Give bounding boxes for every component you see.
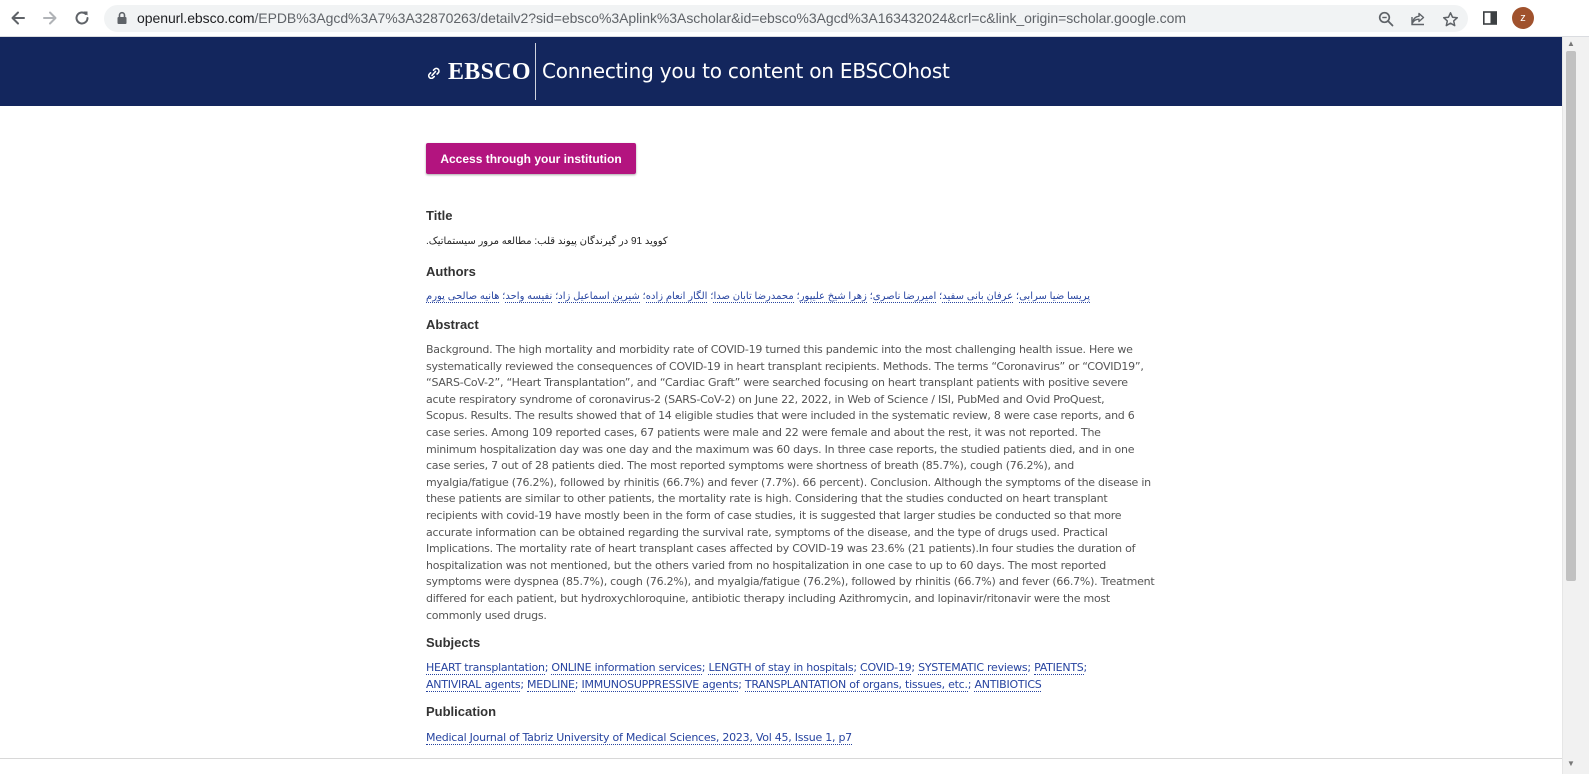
subjects-heading: Subjects bbox=[426, 635, 481, 650]
abstract-line: case series. Among 109 reported cases, 67 patients were male and 22 were female and about the rest, it was not reported. The bbox=[426, 425, 1101, 439]
author-separator: ؛ bbox=[707, 291, 714, 302]
author-link[interactable]: الگار انعام زاده bbox=[645, 291, 708, 302]
side-panel-button[interactable] bbox=[1479, 7, 1501, 29]
content-divider bbox=[0, 758, 1562, 759]
reload-button[interactable] bbox=[70, 6, 94, 30]
abstract-line: systematically reviewed the consequences of COVID-19 in heart transplant recipients. Methods. The terms “Coronavirus” or “COVID19”, bbox=[426, 359, 1144, 373]
forward-button[interactable] bbox=[38, 6, 62, 30]
publication-link[interactable]: Medical Journal of Tabriz University of Medical Sciences, 2023, Vol 45, Issue 1, p7 bbox=[426, 731, 852, 744]
browser-toolbar bbox=[0, 0, 1589, 37]
author-link[interactable]: عرفان بانی سفید bbox=[942, 291, 1014, 302]
abstract-line: case series, 7 out of 28 patients died. The most reported symptoms were shortness of breath (85.7%), cough (76.2%), and bbox=[426, 459, 1074, 473]
title-heading: Title bbox=[426, 208, 453, 223]
subject-link[interactable]: TRANSPLANTATION of organs, tissues, etc. bbox=[744, 678, 968, 691]
subject-link[interactable]: SYSTEMATIC reviews bbox=[918, 661, 1028, 674]
subject-separator: ; bbox=[574, 678, 582, 691]
address-bar[interactable] bbox=[104, 5, 1468, 32]
logo-text: EBSCO bbox=[448, 59, 531, 85]
subject-link[interactable]: IMMUNOSUPPRESSIVE agents bbox=[581, 678, 739, 691]
abstract-line: Background. The high mortality and morbidity rate of COVID-19 turned this pandemic into the most challenging health issue. Here we bbox=[426, 343, 1133, 356]
subject-separator: ; bbox=[1027, 661, 1035, 674]
zoom-icon bbox=[1378, 11, 1394, 27]
abstract-line: differed for each patient, but hydroxychloroquine, antibiotic therapy including Azithromycin, and lopinavir/ritonavir were the most bbox=[426, 591, 1110, 605]
abstract-line: recipients with covid-19 have mostly been in the form of case studies, it is suggested that larger studies be conducted so that more bbox=[426, 508, 1122, 522]
forward-icon bbox=[41, 9, 59, 27]
subject-link[interactable]: ANTIVIRAL agents bbox=[426, 678, 521, 691]
bookmark-button[interactable] bbox=[1440, 9, 1460, 29]
subject-link[interactable]: ONLINE information services bbox=[551, 661, 702, 674]
abstract-line: Implications. The mortality rate of heart transplant cases affected by COVID-19 was 23.6% (21 patients).In four studies the duration of bbox=[426, 542, 1136, 556]
profile-avatar[interactable]: z bbox=[1512, 7, 1534, 29]
subject-link[interactable]: MEDLINE bbox=[527, 678, 575, 691]
lock-icon bbox=[116, 11, 128, 25]
publication-heading: Publication bbox=[426, 704, 497, 719]
abstract-heading: Abstract bbox=[426, 317, 479, 332]
side-panel-icon bbox=[1482, 10, 1498, 26]
url-text[interactable] bbox=[137, 11, 1186, 26]
url-host: openurl.ebsco.com bbox=[137, 10, 255, 26]
reload-icon bbox=[73, 9, 91, 27]
author-separator: ؛ bbox=[1013, 291, 1020, 302]
abstract-line: symptoms were dyspnea (85.7%), cough (76.2%), and myalgia/fatigue (76.2%), followed by rhinitis (66.7%) and fever (66.7%). Treatment bbox=[426, 575, 1155, 589]
abstract-line: Scopus. Results. The results showed that of 14 eligible studies that were included in the systematic review, 8 were case reports, and 6 bbox=[426, 409, 1135, 423]
author-separator: ؛ bbox=[552, 291, 559, 302]
subject-separator: ; bbox=[967, 678, 975, 691]
scroll-down-arrow-icon[interactable]: ▼ bbox=[1567, 759, 1575, 768]
subject-separator: ; bbox=[701, 661, 709, 674]
abstract-text bbox=[426, 342, 1155, 624]
author-link[interactable]: پریسا ضیا سرابی bbox=[1019, 291, 1091, 302]
ebsco-logo[interactable] bbox=[426, 59, 531, 86]
star-icon bbox=[1442, 11, 1459, 28]
authors-list bbox=[426, 291, 1090, 302]
scroll-up-arrow-icon[interactable]: ▲ bbox=[1567, 39, 1575, 48]
abstract-line: hospitalization was not mentioned, but the others varied from no hospitalization in one case to up to 60 days. The most reported bbox=[426, 558, 1106, 572]
abstract-line: myalgia/fatigue (76.2%), followed by rhinitis (66.7%) and fever (7.7%). 66 percent). Conclusion. Although the symptoms of the disease in bbox=[426, 475, 1151, 489]
abstract-line: these patients are similar to other patients, the mortality rate is high. Considering that the studies conducted on heart transplant bbox=[426, 492, 1108, 506]
subjects-list bbox=[426, 659, 1131, 693]
author-link[interactable]: زهرا شیخ علیپور bbox=[799, 291, 867, 302]
subject-separator: ; bbox=[520, 678, 528, 691]
subject-link[interactable]: PATIENTS bbox=[1034, 661, 1084, 674]
subject-separator: ; bbox=[911, 661, 919, 674]
access-institution-button[interactable]: Access through your institution bbox=[426, 143, 636, 174]
share-button[interactable] bbox=[1408, 9, 1428, 29]
scroll-thumb[interactable] bbox=[1566, 51, 1576, 581]
header-divider bbox=[535, 43, 536, 100]
author-link[interactable]: نفیسه واحد bbox=[505, 291, 553, 302]
subject-link[interactable]: ANTIBIOTICS bbox=[974, 678, 1042, 691]
author-separator: ؛ bbox=[866, 291, 873, 302]
back-button[interactable] bbox=[6, 6, 30, 30]
author-separator: ؛ bbox=[793, 291, 800, 302]
abstract-line: minimum hospitalization day was one day and the maximum was 60 days. In three case reports, the studied patients died, and in one bbox=[426, 442, 1135, 456]
abstract-line: “SARS-CoV-2”, “Heart Transplantation”, and “Cardiac Graft” were searched focusing on heart transplant patients with positive severe bbox=[426, 376, 1128, 390]
author-link[interactable]: امیررضا ناصری bbox=[872, 291, 937, 302]
share-icon bbox=[1410, 11, 1426, 27]
author-link[interactable]: شیرین اسماعیل زاد bbox=[558, 291, 640, 302]
subject-link[interactable]: HEART transplantation bbox=[426, 661, 545, 674]
subject-separator: ; bbox=[544, 661, 552, 674]
author-separator: ؛ bbox=[936, 291, 943, 302]
article-title: کووید 19 در گیرندگان پیوند قلب: مطالعه مرور سیستماتیک. bbox=[426, 236, 668, 247]
page-scrollbar[interactable] bbox=[1562, 37, 1589, 774]
link-icon bbox=[426, 67, 442, 79]
subject-link[interactable]: LENGTH of stay in hospitals bbox=[708, 661, 854, 674]
abstract-line: commonly used drugs. bbox=[426, 608, 547, 622]
header-tagline: Connecting you to content on EBSCOhost bbox=[542, 59, 950, 83]
publication-line bbox=[426, 729, 1131, 746]
authors-heading: Authors bbox=[426, 264, 476, 279]
back-icon bbox=[9, 9, 27, 27]
url-path: /EPDB%3Agcd%3A7%3A32870263/detailv2?sid=ebsco%3Aplink%3Ascholar&id=ebsco%3Agcd%3A163432024&crl=c&link_origin=scholar.google.com bbox=[254, 10, 1186, 26]
zoom-button[interactable] bbox=[1376, 9, 1396, 29]
abstract-line: acute respiratory syndrome of coronavirus-2 (SARS-CoV-2) on June 22, 2022, in Web of Science / ISI, PubMed and Ovid ProQuest, bbox=[426, 392, 1105, 406]
subject-separator: ; bbox=[738, 678, 745, 691]
ebsco-header bbox=[0, 37, 1562, 106]
author-separator: ؛ bbox=[639, 291, 646, 302]
subject-link[interactable]: COVID-19 bbox=[860, 661, 912, 674]
abstract-line: accurate information can be obtained regarding the survival rate, symptoms of the disease, and the type of drugs used. Practical bbox=[426, 525, 1108, 539]
subject-separator: ; bbox=[1083, 661, 1087, 674]
author-link[interactable]: محمدرضا تابان صدا bbox=[713, 291, 794, 302]
author-link[interactable]: هانیه صالحی پورم bbox=[426, 291, 500, 302]
subject-separator: ; bbox=[853, 661, 861, 674]
author-separator: ؛ bbox=[499, 291, 506, 302]
